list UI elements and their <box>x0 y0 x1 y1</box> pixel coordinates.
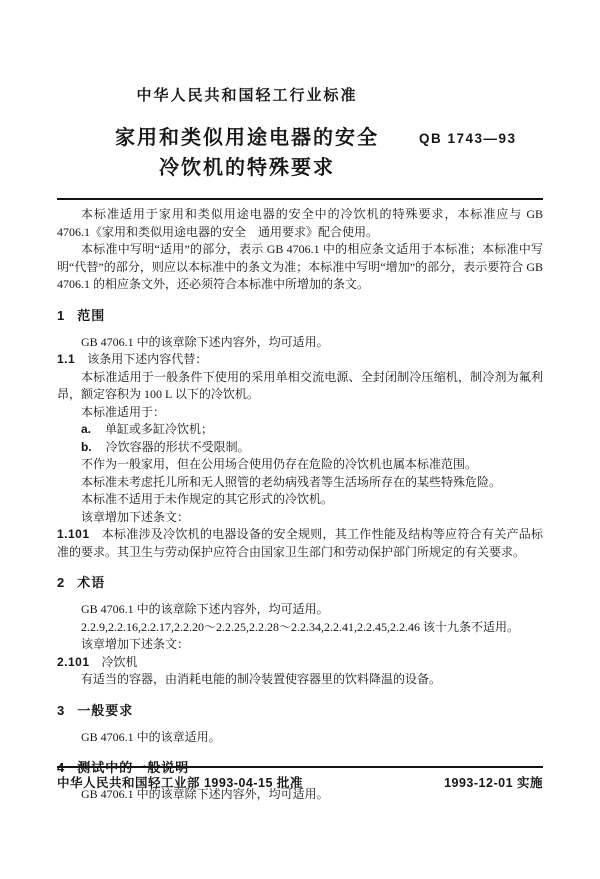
document-body <box>57 307 543 804</box>
clause-paragraph: 1.101 本标准涉及冷饮机的电器设备的安全规则，其工作性能及结构等应符合有关产品标准的要求。其卫生与劳动保护应符合由国家卫生部门和劳动保护部门所规定的有关要求。 <box>57 527 543 559</box>
clause-paragraph: 2.101 冷饮机 <box>57 654 138 669</box>
paragraph: 有适当的容器，由消耗电能的制冷装置使容器里的饮料降温的设备。 <box>81 672 442 686</box>
paragraph: 该章增加下述条文： <box>81 637 190 651</box>
section-title: 一般要求 <box>77 702 134 718</box>
section-title: 测试中的一般说明 <box>77 760 190 775</box>
paragraph: 本标准适用于： <box>81 404 166 419</box>
document-header <box>57 86 543 183</box>
paragraph: 不作为一般家用，但在公用场合使用仍存在危险的冷饮机也属本标准范围。 <box>81 457 478 471</box>
section-number: 3 <box>57 702 65 718</box>
paragraph: 本标准未考虑托儿所和无人照管的老幼病残者等生活场所存在的某些特殊危险。 <box>81 474 502 489</box>
standard-number: QB 1743—93 <box>419 131 517 146</box>
doc-title-line2: 冷饮机的特殊要求 <box>159 157 335 179</box>
section-title: 术语 <box>77 575 106 590</box>
section-title: 范围 <box>77 307 106 323</box>
section-heading <box>57 307 543 325</box>
list-item: a. 单缸或多缸冷饮机； <box>81 422 214 436</box>
section-number: 2 <box>57 575 65 590</box>
doc-title-line1: 家用和类似用途电器的安全 <box>115 127 379 149</box>
paragraph: GB 4706.1 中的该章除下述内容外，均可适用。 <box>81 787 329 801</box>
foreword-paragraph: 本标准中写明“适用”的部分，表示 GB 4706.1 中的相应条文适用于本标准；本标准中写明“代替”的部分，则应以本标准中的条文为准；本标准中写明“增加”的部分，表示要符合 GB 4706.1 的相应条文外，还必须符合本标准中所增加的条文。 <box>57 242 543 291</box>
paragraph: 该章增加下述条文： <box>81 509 190 524</box>
approval-note: 中华人民共和国轻工业部 1993-04-15 批准 <box>57 776 303 790</box>
clause-number: 2.101 <box>57 654 90 669</box>
list-item-label: b. <box>81 439 92 454</box>
clause-number: 1.1 <box>57 352 76 366</box>
paragraph: GB 4706.1 中的该章适用。 <box>81 729 221 744</box>
list-item: b. 冷饮容器的形状不受限制。 <box>81 439 250 454</box>
header-divider <box>57 198 543 200</box>
section-number: 4 <box>57 760 65 775</box>
paragraph: 2.2.9,2.2.16,2.2.17,2.2.20～2.2.25,2.2.28～2.2.34,2.2.41,2.2.45,2.2.46 该十九条不适用。 <box>81 619 520 634</box>
document-title <box>57 123 437 183</box>
foreword-paragraph: 本标准适用于家用和类似用途电器的安全中的冷饮机的特殊要求，本标准应与 GB 4706.1《家用和类似用途电器的安全 通用要求》配合使用。 <box>57 207 543 239</box>
paragraph: GB 4706.1 中的该章除下述内容外，均可适用。 <box>81 334 329 349</box>
section-number: 1 <box>57 307 65 323</box>
clause-paragraph: 1.1 该条用下述内容代替： <box>57 352 208 366</box>
document-footer <box>57 766 543 793</box>
header-title-column <box>57 86 437 183</box>
list-item-label: a. <box>81 422 92 436</box>
clause-number: 1.101 <box>57 527 90 541</box>
paragraph: GB 4706.1 中的该章除下述内容外，均可适用。 <box>81 602 329 616</box>
standard-org-label: 中华人民共和国轻工行业标准 <box>136 87 358 104</box>
paragraph: 本标准不适用于未作规定的其它形式的冷饮机。 <box>81 492 334 506</box>
paragraph: 本标准适用于一般条件下使用的采用单相交流电源、全封闭制冷压缩机，制冷剂为氟利昂，额定容积为 100 L 以下的冷饮机。 <box>57 369 543 401</box>
section-heading <box>57 702 543 720</box>
section-heading <box>57 574 543 592</box>
implementation-note: 1993-12-01 实施 <box>444 776 543 790</box>
foreword <box>57 206 543 294</box>
